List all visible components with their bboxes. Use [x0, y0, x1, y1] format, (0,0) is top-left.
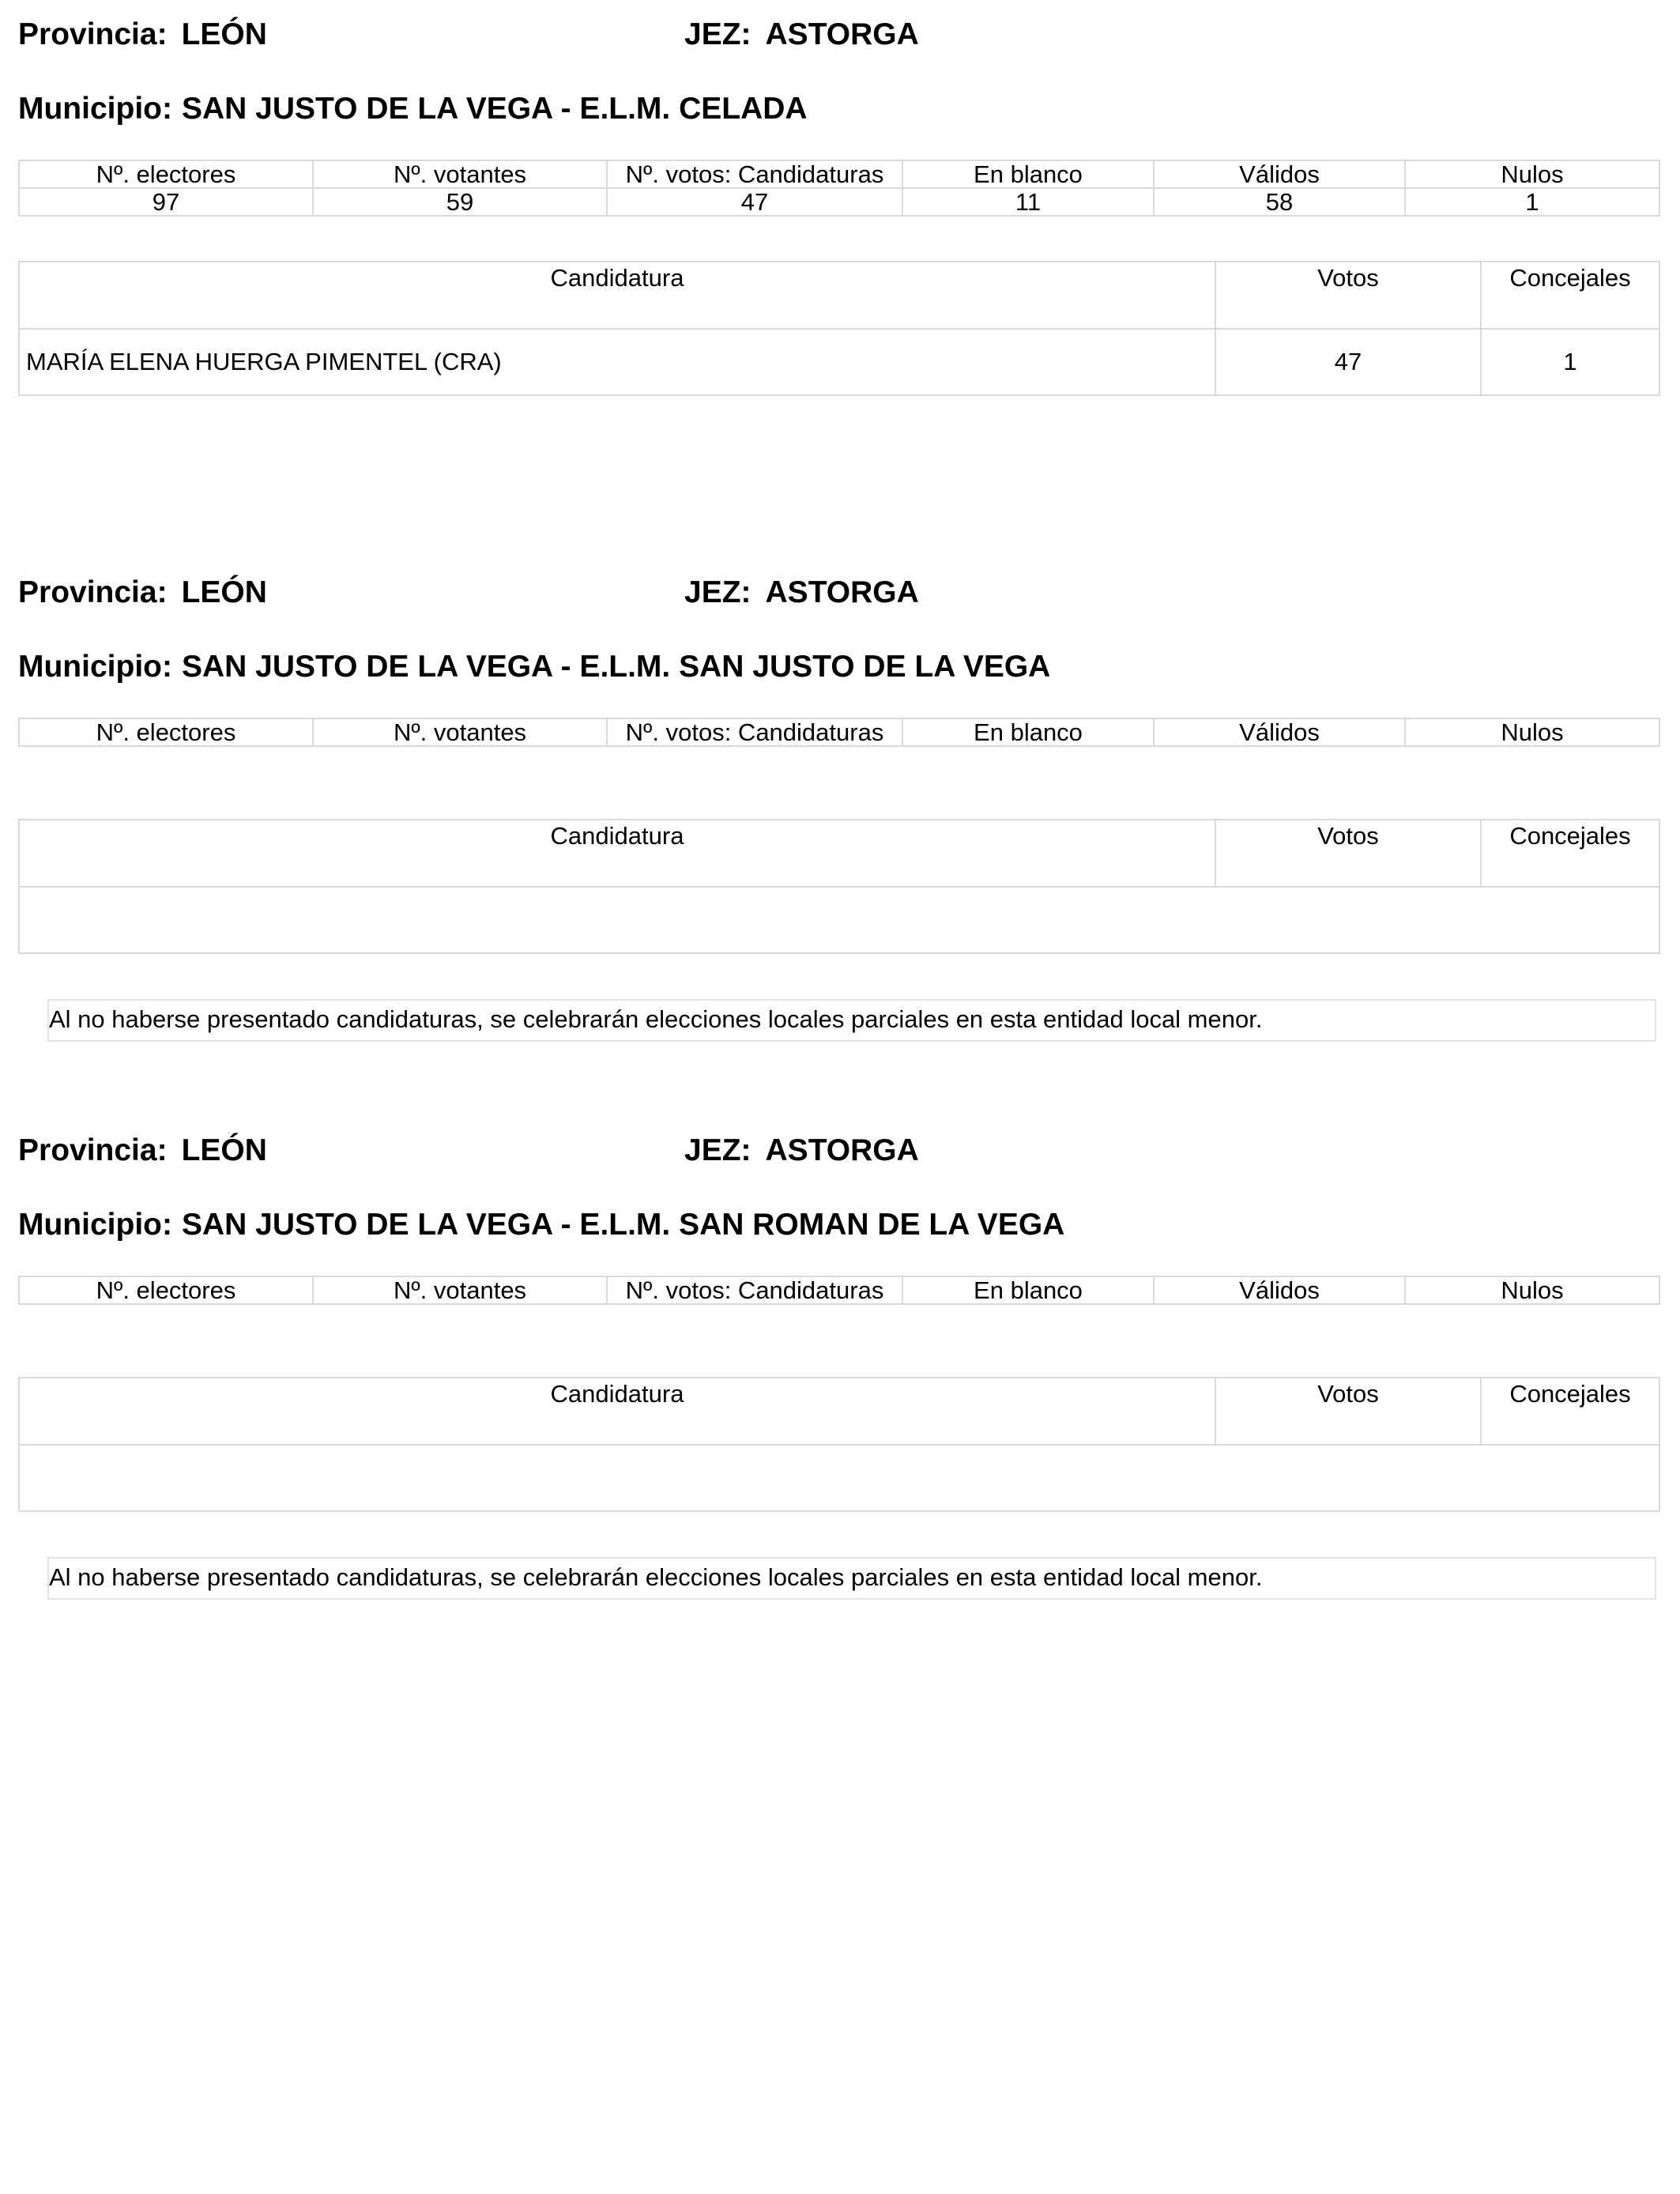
stats-header: Nº. votantes — [313, 160, 607, 188]
jez-value: ASTORGA — [765, 1133, 919, 1167]
stats-table — [18, 718, 1660, 747]
stats-value: 58 — [1154, 188, 1405, 216]
stats-header: Nulos — [1405, 1276, 1659, 1304]
candidatura-header: Candidatura — [19, 1378, 1215, 1445]
votos-header: Votos — [1215, 262, 1481, 329]
provincia-label: Provincia: LEÓN — [18, 17, 267, 51]
provincia-label: Provincia: LEÓN — [18, 1133, 267, 1167]
candidatura-header: Candidatura — [19, 262, 1215, 329]
table-row — [19, 887, 1659, 953]
empty-candidatura-row — [19, 1445, 1659, 1511]
note-text: Al no haberse presentado candidaturas, se celebrarán elecciones locales parciales en esta entidad local menor. — [47, 1557, 1656, 1600]
note-text: Al no haberse presentado candidaturas, se celebrarán elecciones locales parciales en esta entidad local menor. — [47, 999, 1656, 1042]
stats-header: Nº. votos: Candidaturas — [607, 160, 902, 188]
stats-header: En blanco — [902, 718, 1154, 746]
candidatura-votos: 47 — [1215, 329, 1481, 395]
stats-value-row — [19, 188, 1659, 216]
municipio-value: SAN JUSTO DE LA VEGA - E.L.M. SAN JUSTO DE LA VEGA — [181, 650, 1051, 684]
votos-header: Votos — [1215, 820, 1481, 887]
provincia-value: LEÓN — [181, 575, 267, 609]
stats-header: Nº. electores — [19, 160, 313, 188]
provincia-value: LEÓN — [181, 17, 267, 51]
table-row — [19, 1445, 1659, 1511]
candidatura-table — [18, 819, 1660, 954]
candidatura-header-row — [19, 820, 1659, 887]
stats-header: Nº. electores — [19, 718, 313, 746]
concejales-header: Concejales — [1481, 820, 1659, 887]
concejales-header: Concejales — [1481, 262, 1659, 329]
municipio-value: SAN JUSTO DE LA VEGA - E.L.M. CELADA — [181, 92, 808, 126]
stats-value: 47 — [607, 188, 902, 216]
municipio-label: Municipio: SAN JUSTO DE LA VEGA - E.L.M. SAN ROMAN DE LA VEGA — [18, 1208, 1065, 1242]
municipio-value: SAN JUSTO DE LA VEGA - E.L.M. SAN ROMAN DE LA VEGA — [181, 1208, 1065, 1242]
table-row — [19, 329, 1659, 395]
candidatura-table — [18, 261, 1660, 396]
stats-header: Nº. votos: Candidaturas — [607, 1276, 902, 1304]
stats-table — [18, 1276, 1660, 1305]
candidatura-name: MARÍA ELENA HUERGA PIMENTEL (CRA) — [19, 329, 1215, 395]
candidatura-concejales: 1 — [1481, 329, 1659, 395]
stats-header: Nº. votos: Candidaturas — [607, 718, 902, 746]
stats-value: 59 — [313, 188, 607, 216]
votos-header: Votos — [1215, 1378, 1481, 1445]
jez-label: JEZ: ASTORGA — [684, 17, 919, 51]
jez-value: ASTORGA — [765, 575, 919, 609]
stats-value: 97 — [19, 188, 313, 216]
stats-header: Nº. votantes — [313, 1276, 607, 1304]
jez-label: JEZ: ASTORGA — [684, 1133, 919, 1167]
stats-header: Nulos — [1405, 160, 1659, 188]
section-celada — [0, 0, 1680, 553]
candidatura-header-row — [19, 262, 1659, 329]
stats-table — [18, 160, 1660, 217]
concejales-header: Concejales — [1481, 1378, 1659, 1445]
stats-header: En blanco — [902, 1276, 1154, 1304]
jez-value: ASTORGA — [765, 17, 919, 51]
stats-header: Válidos — [1154, 160, 1405, 188]
provincia-value: LEÓN — [181, 1133, 267, 1167]
candidatura-header-row — [19, 1378, 1659, 1445]
stats-value: 11 — [902, 188, 1154, 216]
section-san-roman — [0, 1116, 1680, 1669]
stats-header-row — [19, 718, 1659, 746]
stats-header-row — [19, 1276, 1659, 1304]
section-san-justo — [0, 558, 1680, 1111]
stats-header: Válidos — [1154, 1276, 1405, 1304]
candidatura-table — [18, 1377, 1660, 1512]
stats-header: Nulos — [1405, 718, 1659, 746]
candidatura-header: Candidatura — [19, 820, 1215, 887]
jez-label: JEZ: ASTORGA — [684, 575, 919, 609]
empty-candidatura-row — [19, 887, 1659, 953]
stats-header: Nº. electores — [19, 1276, 313, 1304]
provincia-label: Provincia: LEÓN — [18, 575, 267, 609]
municipio-label: Municipio: SAN JUSTO DE LA VEGA - E.L.M. CELADA — [18, 92, 808, 126]
stats-header: En blanco — [902, 160, 1154, 188]
stats-header: Válidos — [1154, 718, 1405, 746]
municipio-label: Municipio: SAN JUSTO DE LA VEGA - E.L.M. SAN JUSTO DE LA VEGA — [18, 650, 1051, 684]
stats-value: 1 — [1405, 188, 1659, 216]
stats-header-row — [19, 160, 1659, 188]
stats-header: Nº. votantes — [313, 718, 607, 746]
